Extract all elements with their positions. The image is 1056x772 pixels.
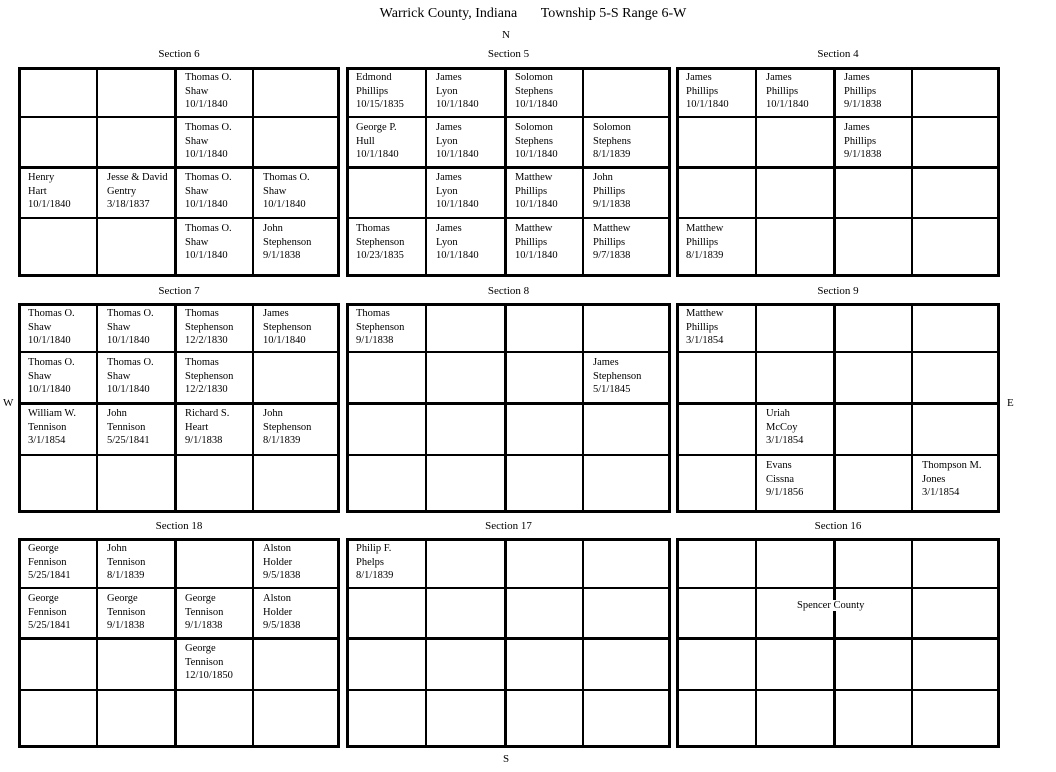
division-line-horizontal [676,351,1000,353]
land-entry-cell: James Lyon 10/1/1840 [436,223,479,261]
land-entry-cell: Edmond Phillips 10/15/1835 [356,72,404,110]
land-entry-cell: John Phillips 9/1/1838 [593,172,631,210]
division-line-vertical [911,538,913,748]
east-label: E [1007,397,1014,409]
land-entry-cell: William W. Tennison 3/1/1854 [28,408,76,446]
section-grid [676,538,1000,748]
county-title: Warrick County, Indiana [379,6,518,21]
north-label: N [502,29,510,41]
division-line-vertical [755,538,757,748]
land-entry-cell: Thomas O. Shaw 10/1/1840 [185,223,232,261]
land-entry-cell: George Tennison 9/1/1838 [185,593,224,631]
land-entry-cell: Richard S. Heart 9/1/1838 [185,408,230,446]
land-entry-cell: Thomas O. Shaw 10/1/1840 [107,357,154,395]
quarter-line-vertical [833,538,836,748]
section-label: Section 18 [155,520,203,532]
division-line-horizontal [676,587,1000,589]
quarter-line-horizontal [676,402,1000,405]
land-entry-cell: George Tennison 12/10/1850 [185,643,233,681]
section-label: Section 17 [485,520,532,532]
land-entry-cell: Uriah McCoy 3/1/1854 [766,408,804,446]
land-entry-cell: James Lyon 10/1/1840 [436,122,479,160]
land-entry-cell: Solomon Stephens 8/1/1839 [593,122,631,160]
land-entry-cell: John Tennison 8/1/1839 [107,543,146,581]
land-entry-cell: Thomas O. Shaw 10/1/1840 [185,72,232,110]
land-entry-cell: John Tennison 5/25/1841 [107,408,150,446]
land-entry-cell: John Stephenson 8/1/1839 [263,408,312,446]
land-entry-cell: Matthew Phillips 9/7/1838 [593,223,631,261]
land-entry-cell: Alston Holder 9/5/1838 [263,543,301,581]
land-entry-cell: Matthew Phillips 10/1/1840 [515,223,558,261]
division-line-horizontal [18,454,340,456]
quarter-line-horizontal [676,637,1000,640]
land-entry-cell: Thomas O. Shaw 10/1/1840 [263,172,310,210]
land-entry-cell: Alston Holder 9/5/1838 [263,593,301,631]
division-line-horizontal [18,689,340,691]
land-entry-cell: Thomas O. Shaw 10/1/1840 [185,172,232,210]
land-entry-cell: Thompson M. Jones 3/1/1854 [922,460,982,498]
section-label: Section 4 [817,48,859,60]
land-entry-cell: Solomon Stephens 10/1/1840 [515,72,558,110]
land-entry-cell: Thomas Stephenson 12/2/1830 [185,357,234,395]
division-line-vertical [582,538,584,748]
section-label: Section 5 [487,48,530,60]
quarter-line-vertical [504,303,507,513]
land-entry-cell: John Stephenson 9/1/1838 [263,223,312,261]
division-line-horizontal [676,689,1000,691]
section-label: Section 8 [487,285,530,297]
division-line-vertical [582,303,584,513]
land-entry-cell: George Tennison 9/1/1838 [107,593,146,631]
land-entry-cell: Thomas Stephenson 12/2/1830 [185,308,234,346]
land-entry-cell: Evans Cissna 9/1/1856 [766,460,804,498]
land-entry-cell: George Fennison 5/25/1841 [28,543,71,581]
section-label: Section 6 [158,48,200,60]
division-line-horizontal [346,689,671,691]
land-entry-cell: Matthew Phillips 3/1/1854 [686,308,724,346]
land-entry-cell: Matthew Phillips 8/1/1839 [686,223,724,261]
land-entry-cell: James Lyon 10/1/1840 [436,172,479,210]
land-entry-cell: Thomas O. Shaw 10/1/1840 [107,308,154,346]
land-entry-cell: James Phillips 9/1/1838 [844,72,882,110]
land-entry-cell: George P. Hull 10/1/1840 [356,122,399,160]
land-entry-cell: Jesse & David Gentry 3/18/1837 [107,172,168,210]
land-entry-cell: Thomas O. Shaw 10/1/1840 [185,122,232,160]
section-label: Section 9 [817,285,859,297]
land-entry-cell: Solomon Stephens 10/1/1840 [515,122,558,160]
section-label: Section 16 [814,520,862,532]
map-title [0,6,1056,22]
section-label: Section 7 [158,285,200,297]
land-entry-cell: George Fennison 5/25/1841 [28,593,71,631]
land-entry-cell: Philip F. Phelps 8/1/1839 [356,543,394,581]
land-entry-cell: James Stephenson 10/1/1840 [263,308,312,346]
land-entry-cell: James Phillips 9/1/1838 [844,122,882,160]
quarter-line-horizontal [346,637,671,640]
west-label: W [3,397,14,409]
land-entry-cell: James Phillips 10/1/1840 [686,72,729,110]
land-entry-cell: Thomas Stephenson 9/1/1838 [356,308,405,346]
division-line-horizontal [346,587,671,589]
quarter-line-horizontal [346,402,671,405]
south-label: S [503,753,510,765]
land-entry-cell: Henry Hart 10/1/1840 [28,172,71,210]
township-range-title: Township 5-S Range 6-W [540,6,687,21]
land-entry-cell: James Lyon 10/1/1840 [436,72,479,110]
division-line-horizontal [346,454,671,456]
quarter-line-vertical [504,538,507,748]
land-entry-cell: James Stephenson 5/1/1845 [593,357,642,395]
land-entry-cell: Thomas Stephenson 10/23/1835 [356,223,405,261]
land-entry-cell: Matthew Phillips 10/1/1840 [515,172,558,210]
land-entry-cell: James Phillips 10/1/1840 [766,72,809,110]
spencer-county-label: Spencer County [797,600,865,611]
land-entry-cell: Thomas O. Shaw 10/1/1840 [28,357,75,395]
land-entry-cell: Thomas O. Shaw 10/1/1840 [28,308,75,346]
quarter-line-horizontal [676,166,1000,169]
